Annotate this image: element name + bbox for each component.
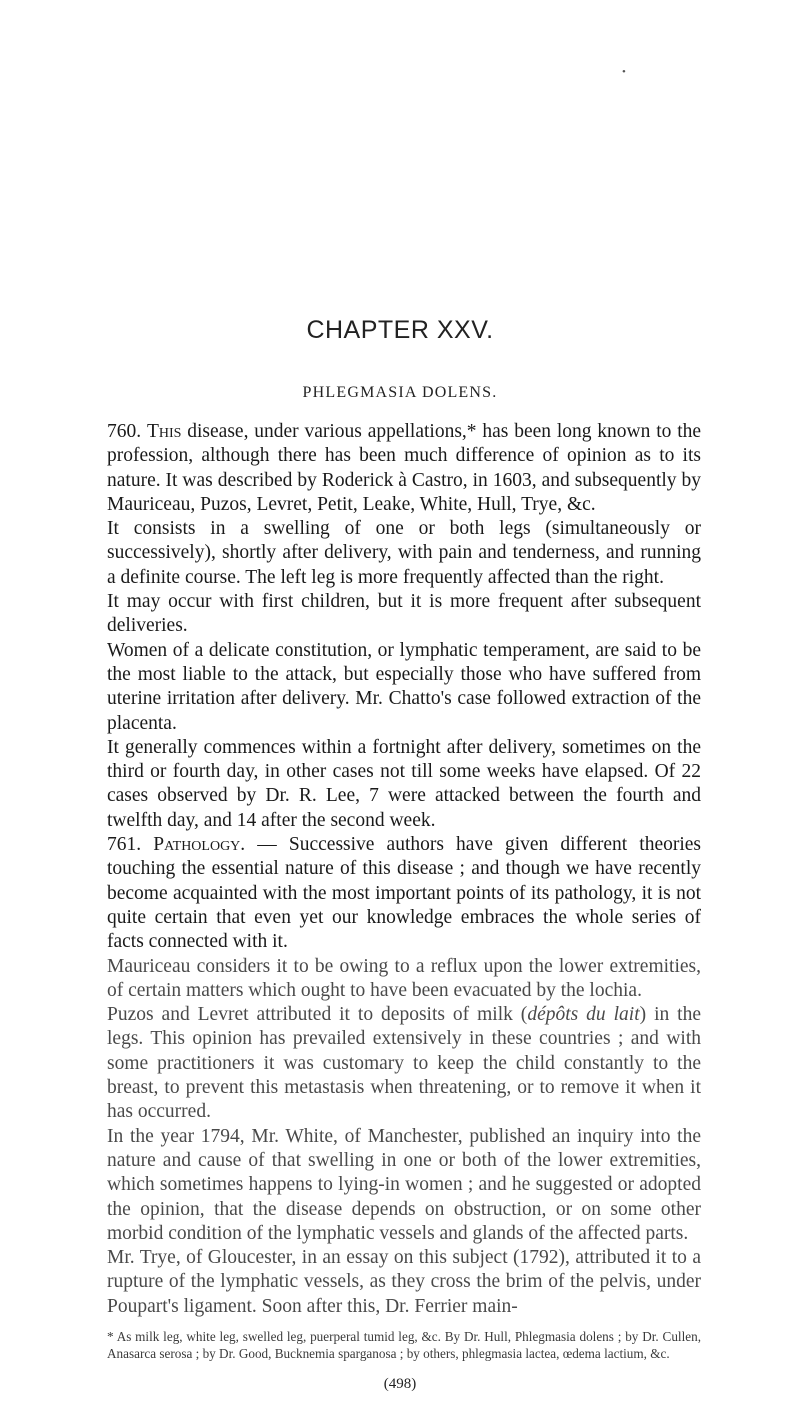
paragraph: Mr. Trye, of Gloucester, in an essay on this subject (1792), attributed it to a rupture of the lymphatic vessels, as they cross the brim of the pelvis, under Poupart's ligament. Soon after this, Dr. Ferrier main- xyxy=(107,1247,701,1317)
paragraph-761 xyxy=(107,833,701,954)
footnote: * As milk leg, white leg, swelled leg, puerperal tumid leg, &c. By Dr. Hull, Phlegmasia dolens ; by Dr. Cullen, Anasarca serosa ; by Dr. Good, Bucknemia sparganosa ; by others, phlegmasia lactea, œdema lactium, &c. xyxy=(107,1329,701,1361)
paragraph: Women of a delicate constitution, or lymphatic temperament, are said to be the most liable to the attack, but especially those who have suffered from uterine irritation after delivery. Mr. Chatto's case followed extraction of the placenta. xyxy=(107,639,701,734)
paragraph xyxy=(107,1003,701,1124)
chapter-title: CHAPTER XXV. xyxy=(306,316,494,344)
paragraph-text: — Successive authors have given different theories touching the essential nature of this disease ; and though we have recently become acquainted with the most important points of its pathology, it is not quite certain that even yet our knowledge embraces the whole series of facts connected with it. xyxy=(107,834,702,953)
section-number: 761. xyxy=(107,834,142,856)
chapter-subtitle: PHLEGMASIA DOLENS. xyxy=(302,384,498,401)
paragraph: Mauriceau considers it to be owing to a reflux upon the lower extremities, of certain matters which ought to have been evacuated by the lochia. xyxy=(107,955,701,1001)
paragraph-text: Puzos and Levret attributed it to deposits of milk ( xyxy=(107,1004,528,1026)
section-heading: Pathology. xyxy=(153,834,246,856)
lead-word: This xyxy=(146,421,182,442)
paragraph-760 xyxy=(107,420,701,517)
page-number: (498) xyxy=(383,1376,417,1392)
section-number: 760. xyxy=(107,421,142,442)
paragraph: It generally commences within a fortnight after delivery, sometimes on the third or fourth day, in other cases not till some weeks have elapsed. Of 22 cases observed by Dr. R. Lee, 7 were attacked between the fourth and twelfth day, and 14 after the second week. xyxy=(107,736,701,831)
paragraph: It may occur with first children, but it is more frequent after subsequent deliveries. xyxy=(107,591,701,637)
paragraph: In the year 1794, Mr. White, of Manchester, published an inquiry into the nature and cause of that swelling in one or both of the lower extremities, which sometimes happens to lying-in women ; and he suggested or adopted the opinion, that the disease depends on obstruction, or on some other morbid condition of the lymphatic vessels and glands of the affected parts. xyxy=(107,1125,701,1244)
print-speck: • xyxy=(622,66,626,78)
body-text xyxy=(107,420,701,1319)
paragraph-text: ) in the legs. This opinion has prevailed extensively in these countries ; and with some practitioners it was customary to keep the child constantly to the breast, to prevent this metastasis when threatening, or to remove it when it has occurred. xyxy=(107,1004,702,1123)
paragraph: It consists in a swelling of one or both legs (simultaneously or successively), shortly after delivery, with pain and tenderness, and running a definite course. The left leg is more frequently affected than the right. xyxy=(107,518,701,588)
italic-term: dépôts du lait xyxy=(527,1004,640,1026)
paragraph-text: disease, under various appellations,* has been long known to the profession, although there has been much difference of opinion as to its nature. It was described by Roderick à Castro, in 1603, and subsequently by Mauriceau, Puzos, Levret, Petit, Leake, White, Hull, Trye, &c. xyxy=(107,421,702,515)
